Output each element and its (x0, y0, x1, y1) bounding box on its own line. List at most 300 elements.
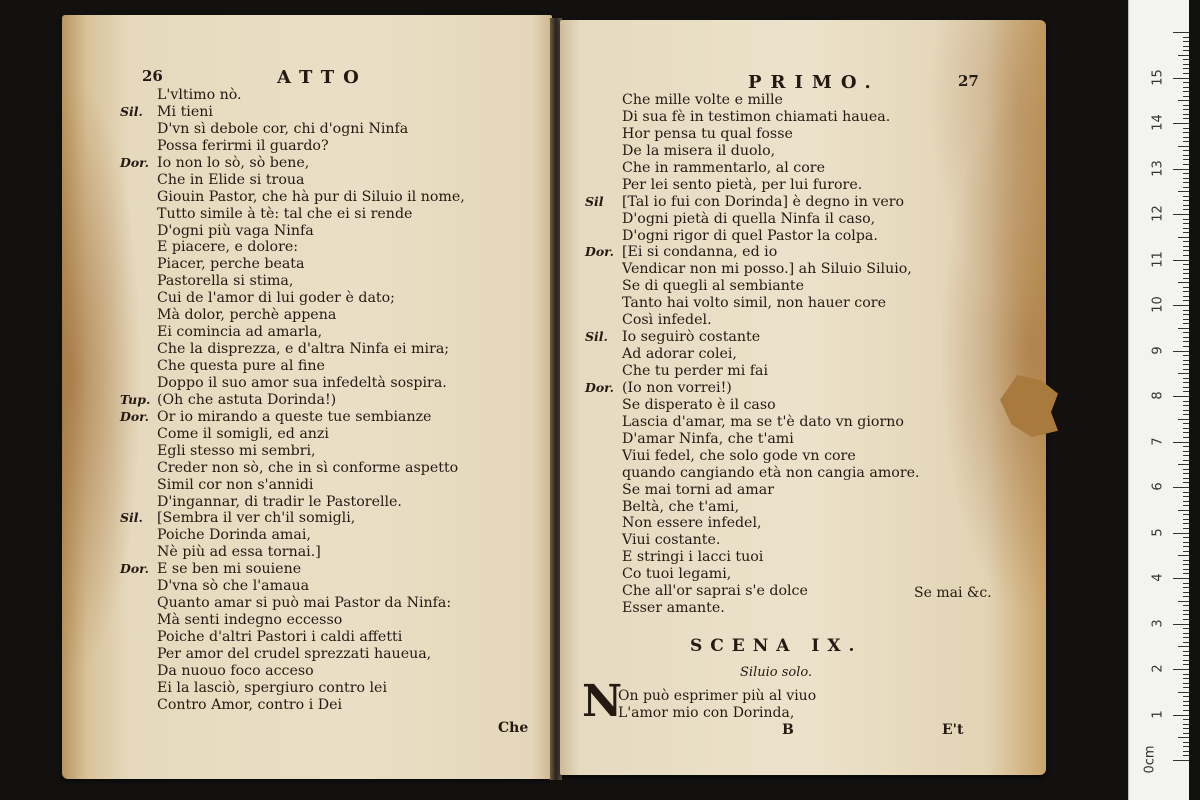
ruler-tick (1183, 414, 1189, 415)
ruler-tick (1183, 519, 1189, 520)
ruler-tick (1178, 373, 1189, 374)
ruler-tick (1173, 533, 1189, 534)
ruler-number: 11 (1150, 250, 1166, 268)
ruler-tick (1178, 510, 1189, 511)
text-line (622, 160, 920, 177)
ruler-tick (1183, 619, 1189, 620)
ruler-tick (1183, 705, 1189, 706)
line-text: E piacere, e dolore: (157, 239, 299, 256)
ruler-tick (1183, 473, 1189, 474)
running-header-right: PRIMO. (748, 72, 880, 93)
text-line (120, 561, 465, 578)
text-line (622, 177, 920, 194)
ruler-tick (1183, 46, 1189, 47)
ruler-tick (1183, 319, 1189, 320)
line-text: Viui fedel, che solo gode vn core (622, 447, 856, 464)
line-text: Tanto hai volto simil, non hauer core (622, 295, 886, 312)
ruler-tick (1178, 100, 1189, 101)
ruler-tick (1183, 733, 1189, 734)
text-line (622, 414, 920, 431)
text-line (157, 443, 465, 460)
ruler-tick (1183, 701, 1189, 702)
line-text: E se ben mi souiene (157, 561, 302, 578)
ruler-tick (1183, 528, 1189, 529)
line-text: Possa ferirmi il guardo? (157, 137, 329, 154)
drop-cap: N (582, 676, 623, 727)
ruler-tick (1178, 55, 1189, 56)
line-text: Doppo il suo amor sua infedeltà sospira. (157, 374, 447, 391)
ruler-tick (1183, 746, 1189, 747)
ruler-tick (1183, 401, 1189, 402)
ruler-tick (1173, 305, 1189, 306)
page-number-right: 27 (958, 72, 979, 90)
text-line (157, 646, 465, 663)
ruler-tick (1183, 583, 1189, 584)
line-text: D'ingannar, di tradir le Pastorelle. (157, 493, 402, 510)
ruler-number: 14 (1150, 114, 1166, 131)
ruler-tick (1183, 128, 1189, 129)
ruler-tick (1183, 141, 1189, 142)
ruler-tick (1183, 492, 1189, 493)
ruler-tick (1183, 187, 1189, 188)
speaker-abbrev: Dor. (585, 379, 614, 395)
ruler-tick (1183, 642, 1189, 643)
text-line (157, 527, 465, 544)
ruler-tick (1183, 482, 1189, 483)
ruler-tick (1183, 432, 1189, 433)
ruler-tick (1183, 724, 1189, 725)
text-line (622, 92, 920, 109)
ruler-tick (1183, 355, 1189, 356)
ruler-tick (1183, 542, 1189, 543)
text-line (157, 290, 465, 307)
line-text: Piacer, perche beata (157, 256, 305, 273)
speaker-abbrev: Dor. (120, 154, 149, 170)
ruler-tick (1183, 469, 1189, 470)
ruler-number: 8 (1150, 391, 1166, 400)
ruler-tick (1183, 91, 1189, 92)
ruler-tick (1178, 419, 1189, 420)
text-line (157, 544, 465, 561)
line-text: Lascia d'amar, ma se t'è dato vn giorno (622, 413, 904, 430)
line-text: Ei comincia ad amarla, (157, 324, 323, 341)
prose-line: On può esprimer più al viuo (618, 688, 817, 704)
ruler-tick (1178, 328, 1189, 329)
text-line (157, 426, 465, 443)
ruler-tick (1183, 273, 1189, 274)
ruler-tick (1183, 219, 1189, 220)
ruler-tick (1183, 360, 1189, 361)
ruler-tick (1183, 678, 1189, 679)
line-text: D'amar Ninfa, che t'ami (622, 430, 794, 447)
ruler-tick (1183, 742, 1189, 743)
ruler-tick (1183, 369, 1189, 370)
ruler-tick (1183, 496, 1189, 497)
line-text: [Ei si condanna, ed io (622, 244, 778, 261)
ruler-number: 6 (1150, 482, 1166, 491)
ruler-tick (1183, 73, 1189, 74)
ruler-tick (1183, 405, 1189, 406)
ruler-tick (1183, 478, 1189, 479)
ruler-tick (1183, 651, 1189, 652)
ruler-tick (1183, 546, 1189, 547)
ruler-tick (1183, 41, 1189, 42)
ruler-tick (1183, 455, 1189, 456)
ruler-tick (1183, 560, 1189, 561)
ruler-number: 7 (1150, 436, 1166, 446)
ruler-tick (1183, 105, 1189, 106)
line-text: [Sembra il ver ch'il somigli, (157, 510, 356, 527)
text-line (585, 193, 920, 211)
ruler-tick (1183, 451, 1189, 452)
text-line (157, 375, 465, 392)
right-text-block (585, 92, 920, 617)
speaker-abbrev: Dor. (585, 244, 614, 260)
ruler-tick (1183, 423, 1189, 424)
ruler-tick (1183, 310, 1189, 311)
speaker-abbrev: Tup. (120, 391, 151, 407)
ruler-tick (1183, 596, 1189, 597)
ruler-tick (1183, 232, 1189, 233)
ruler-tick (1183, 132, 1189, 133)
ruler-tick (1183, 278, 1189, 279)
text-line (157, 256, 465, 273)
ruler-tick (1183, 264, 1189, 265)
text-line (157, 494, 465, 511)
line-text: Pastorella si stima, (157, 273, 294, 290)
line-text: D'ogni rigor di quel Pastor la colpa. (622, 227, 878, 244)
text-line (622, 600, 920, 617)
line-text: Vendicar non mi posso.] ah Siluio Siluio, (622, 261, 912, 278)
ruler-tick (1178, 646, 1189, 647)
line-text: Che in rammentarlo, al core (622, 159, 825, 176)
line-text: Quanto amar si può mai Pastor da Ninfa: (157, 595, 452, 612)
ruler-tick (1183, 592, 1189, 593)
line-text: Contro Amor, contro i Dei (157, 696, 343, 713)
ruler-tick (1183, 710, 1189, 711)
ruler-tick (1173, 260, 1189, 261)
ruler-tick (1173, 760, 1189, 761)
ruler-tick (1183, 296, 1189, 297)
catchword-right: E't (942, 722, 964, 738)
text-line (622, 583, 920, 600)
ruler-tick (1178, 464, 1189, 465)
ruler-tick (1183, 523, 1189, 524)
ruler-tick (1183, 159, 1189, 160)
ruler-tick (1183, 223, 1189, 224)
line-text: Mà dolor, perchè appena (157, 307, 337, 324)
ruler-tick (1173, 123, 1189, 124)
ruler-tick (1178, 692, 1189, 693)
text-line (622, 346, 920, 363)
line-text: Mi tieni (157, 103, 213, 120)
ruler-tick (1183, 501, 1189, 502)
ruler-tick (1183, 59, 1189, 60)
ruler-tick (1183, 300, 1189, 301)
line-text: Di sua fè in testimon chiamati haueа. (622, 108, 891, 125)
ruler-tick (1173, 78, 1189, 79)
ruler-tick (1183, 633, 1189, 634)
ruler-tick (1183, 683, 1189, 684)
line-text: Se di quegli al sembiante (622, 278, 804, 295)
line-text: D'ogni più vaga Ninfa (157, 222, 314, 239)
line-text: Viui costante. (622, 532, 721, 549)
line-text: Poiche Dorinda amai, (157, 527, 311, 544)
line-text: Per lei sento pietà, per lui furore. (622, 176, 863, 193)
text-line (622, 499, 920, 516)
ruler-tick (1183, 505, 1189, 506)
line-text: Che la disprezza, e d'altra Ninfa ei mira; (157, 341, 450, 358)
ruler-number: 12 (1150, 205, 1166, 222)
text-line (585, 244, 920, 261)
speaker-abbrev: Dor. (120, 561, 149, 577)
refrain-note: Se mai &c. (914, 585, 992, 601)
ruler-tick (1183, 246, 1189, 247)
ruler-tick (1183, 164, 1189, 165)
text-line (120, 154, 465, 172)
text-line (622, 109, 920, 126)
ruler-tick (1183, 109, 1189, 110)
ruler-tick (1183, 200, 1189, 201)
ruler-tick (1183, 150, 1189, 151)
line-text: D'ogni pietà di quella Ninfa il caso, (622, 210, 876, 227)
text-line (157, 697, 465, 714)
text-line (157, 189, 465, 206)
text-line (585, 379, 920, 397)
ruler-tick (1173, 715, 1189, 716)
text-line (157, 358, 465, 375)
text-line (157, 578, 465, 595)
ruler-number: 2 (1150, 664, 1166, 673)
line-text: Che all'or saprai s'e dolce (622, 583, 808, 600)
text-line (622, 482, 920, 499)
ruler-tick (1183, 610, 1189, 611)
speaker-abbrev: Sil. (120, 103, 143, 119)
text-line (157, 239, 465, 256)
ruler-tick (1178, 146, 1189, 147)
ruler-tick (1183, 118, 1189, 119)
text-line (157, 307, 465, 324)
line-text: Hor pensa tu qual fosse (622, 125, 793, 142)
ruler-tick (1183, 250, 1189, 251)
line-text: Tutto simile à tè: tal che ei si rende (157, 205, 413, 222)
text-line (157, 138, 465, 155)
text-line (622, 295, 920, 312)
ruler-tick (1183, 291, 1189, 292)
ruler-number: 10 (1150, 296, 1166, 313)
line-text: Cui de l'amor di lui goder è dato; (157, 290, 395, 307)
catchword-left: Che (498, 720, 529, 736)
text-line (157, 477, 465, 494)
line-text: Beltà, che t'ami, (622, 498, 740, 515)
text-line (157, 341, 465, 358)
ruler-tick (1173, 169, 1189, 170)
line-text: Io seguirò costante (622, 329, 761, 346)
ruler-number: 15 (1150, 68, 1166, 86)
text-line (157, 172, 465, 189)
line-text: Così infedel. (622, 312, 712, 329)
ruler-tick (1183, 564, 1189, 565)
ruler-tick (1173, 32, 1189, 33)
text-line (622, 549, 920, 566)
ruler-tick (1183, 173, 1189, 174)
line-text: Non essere infedel, (622, 515, 762, 532)
speaker-abbrev: Dor. (120, 408, 149, 424)
ruler-tick (1183, 205, 1189, 206)
ruler-tick (1178, 555, 1189, 556)
text-line (157, 87, 465, 104)
ruler-number: 9 (1150, 345, 1166, 355)
ruler-tick (1173, 214, 1189, 215)
scene-prose (618, 688, 816, 722)
line-text: Che mille volte e mille (622, 92, 783, 108)
text-line (157, 629, 465, 646)
text-line (622, 515, 920, 532)
speaker-abbrev: Sil (585, 193, 604, 209)
ruler-tick (1183, 332, 1189, 333)
text-line (120, 510, 465, 527)
ruler-tick (1173, 578, 1189, 579)
line-text: Io non lo sò, sò bene, (157, 154, 310, 171)
ruler-tick (1183, 196, 1189, 197)
text-line (157, 206, 465, 223)
ruler-tick (1183, 655, 1189, 656)
line-text: Simil cor non s'annidi (157, 476, 314, 493)
ruler-tick (1183, 605, 1189, 606)
ruler-tick (1183, 660, 1189, 661)
ruler-number: 1 (1150, 709, 1166, 719)
scene-subtitle: Siluio solo. (740, 665, 813, 680)
ruler-tick (1183, 614, 1189, 615)
ruler-tick (1183, 346, 1189, 347)
ruler-tick (1183, 341, 1189, 342)
ruler-tick (1183, 719, 1189, 720)
ruler-tick (1183, 255, 1189, 256)
text-line (157, 663, 465, 680)
ruler-tick (1183, 114, 1189, 115)
ruler-tick (1178, 191, 1189, 192)
line-text: Per amor del crudel sprezzati haueua, (157, 645, 432, 662)
text-line (157, 223, 465, 240)
ruler-tick (1183, 228, 1189, 229)
ruler-tick (1173, 669, 1189, 670)
ruler-tick (1183, 87, 1189, 88)
line-text: Esser amante. (622, 600, 725, 617)
line-text: Creder non sò, che in sì conforme aspetto (157, 459, 459, 476)
ruler-tick (1183, 460, 1189, 461)
text-line (157, 595, 465, 612)
ruler-tick (1183, 551, 1189, 552)
running-header-left: ATTO (277, 67, 368, 88)
line-text: D'vn sì debole cor, chi d'ogni Ninfa (157, 120, 409, 137)
page-number-left: 26 (142, 67, 163, 85)
ruler-tick (1183, 96, 1189, 97)
line-text: (Oh che astuta Dorinda!) (157, 391, 337, 408)
ruler-tick (1183, 410, 1189, 411)
line-text: Da nuouo foco acceso (157, 662, 314, 679)
line-text: Nè più ad essa tornai.] (157, 544, 321, 561)
text-line (622, 261, 920, 278)
ruler-tick (1183, 537, 1189, 538)
ruler-tick (1183, 64, 1189, 65)
speaker-abbrev: Sil. (120, 510, 143, 526)
ruler-tick (1183, 728, 1189, 729)
ruler-tick (1173, 396, 1189, 397)
ruler-tick (1183, 587, 1189, 588)
ruler-unit-label: 0cm (1142, 745, 1158, 774)
ruler-tick (1183, 382, 1189, 383)
line-text: Egli stesso mi sembri, (157, 442, 316, 459)
line-text: Se mai torni ad amar (622, 481, 774, 498)
ruler-tick (1183, 337, 1189, 338)
line-text: Che in Elide si troua (157, 171, 305, 188)
ruler-number: 4 (1150, 573, 1166, 582)
ruler-tick (1183, 178, 1189, 179)
line-text: Mà senti indegno eccesso (157, 612, 343, 629)
line-text: Che questa pure al fine (157, 358, 325, 374)
text-line (622, 228, 920, 245)
ruler-tick (1183, 674, 1189, 675)
ruler-tick (1183, 664, 1189, 665)
ruler-tick (1183, 696, 1189, 697)
ruler-tick (1183, 569, 1189, 570)
ruler-tick (1183, 751, 1189, 752)
ruler-tick (1183, 241, 1189, 242)
text-line (120, 103, 465, 121)
ruler-tick (1173, 442, 1189, 443)
line-text: Come il somigli, ed anzi (157, 425, 329, 442)
signature-mark: B (782, 722, 794, 738)
ruler-tick (1183, 155, 1189, 156)
speaker-abbrev: Sil. (585, 329, 608, 345)
ruler-number: 13 (1150, 159, 1166, 177)
ruler-tick (1183, 182, 1189, 183)
ruler-tick (1183, 82, 1189, 83)
line-text: Che tu perder mi fai (622, 363, 769, 379)
ruler-tick (1183, 446, 1189, 447)
line-text: [Tal io fui con Dorinda] è degno in vero (622, 193, 905, 210)
text-line (622, 532, 920, 549)
centimeter-ruler (1128, 0, 1189, 800)
text-line (622, 363, 920, 380)
text-line (622, 143, 920, 160)
line-text: L'vltimo nò. (157, 87, 242, 103)
ruler-tick (1183, 428, 1189, 429)
ruler-tick (1183, 628, 1189, 629)
ruler-tick (1183, 287, 1189, 288)
ruler-tick (1183, 314, 1189, 315)
ruler-tick (1183, 50, 1189, 51)
ruler-tick (1183, 437, 1189, 438)
ruler-tick (1183, 378, 1189, 379)
ruler-tick (1183, 323, 1189, 324)
text-line (622, 278, 920, 295)
line-text: Giouin Pastor, che hà pur di Siluio il nome, (157, 188, 465, 205)
text-line (622, 431, 920, 448)
ruler-tick (1173, 624, 1189, 625)
prose-line: L'amor mio con Dorinda, (618, 705, 795, 721)
ruler-tick (1183, 68, 1189, 69)
line-text: Ei la lasciò, spergiuro contro lei (157, 679, 387, 696)
line-text: E stringi i lacci tuoi (622, 549, 764, 566)
ruler-tick (1178, 282, 1189, 283)
line-text: De la misera il duolo, (622, 142, 776, 159)
text-line (622, 126, 920, 143)
line-text: Co tuoi legami, (622, 566, 732, 583)
line-text: D'vna sò che l'amaua (157, 578, 310, 595)
ruler-tick (1173, 351, 1189, 352)
ruler-tick (1183, 37, 1189, 38)
